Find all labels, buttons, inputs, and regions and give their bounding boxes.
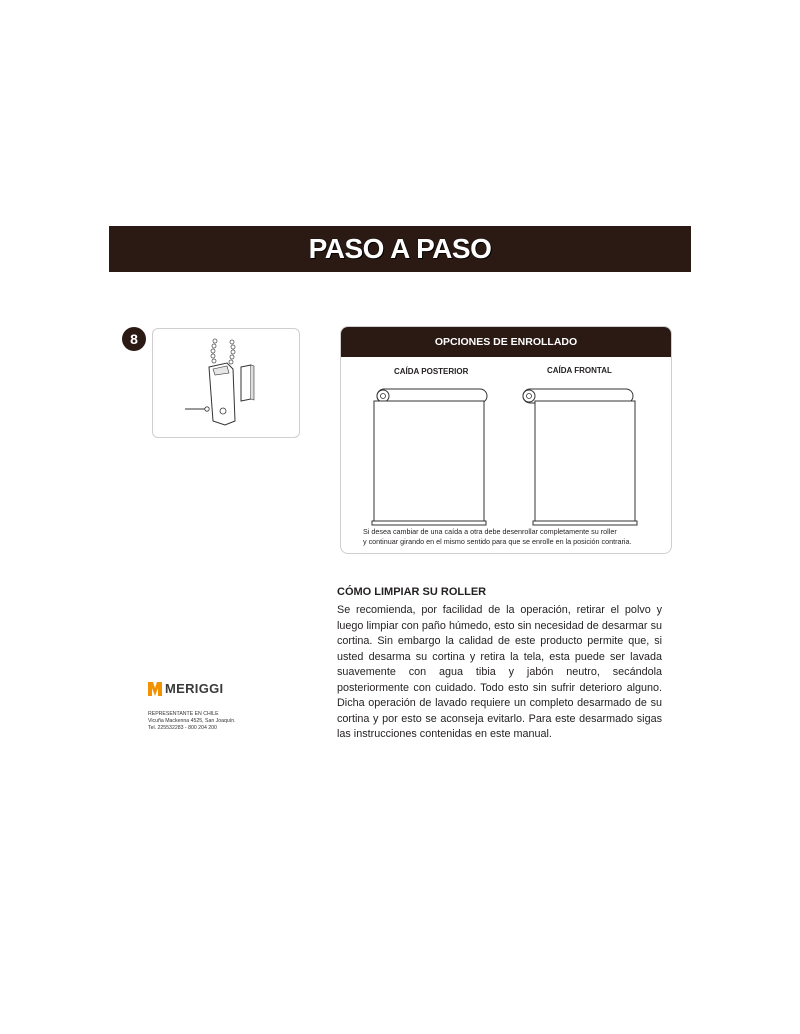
rep-address: Vicuña Mackenna 4525, San Joaquín.	[148, 718, 236, 724]
page-title: PASO A PASO	[308, 233, 492, 264]
rolling-options-card	[340, 326, 672, 554]
bracket-chain-illustration	[153, 329, 299, 437]
step-number-badge: 8	[122, 327, 146, 351]
rear-drop-label: CAÍDA POSTERIOR	[394, 367, 469, 376]
front-drop-roller-icon	[523, 389, 637, 525]
note-line-2: y continuar girando en el mismo sentido para que se enrolle en la posición contraria.	[363, 537, 632, 546]
note-line-1: Si desea cambiar de una caída a otra debe desenrollar completamente su roller	[363, 527, 617, 536]
roller-drop-diagrams	[341, 357, 671, 527]
brand-name: MERIGGI	[165, 681, 224, 696]
brand-logo	[148, 681, 223, 696]
meriggi-logo-icon	[148, 682, 162, 696]
rolling-options-note	[363, 527, 663, 547]
step-illustration-card	[152, 328, 300, 438]
rep-title: REPRESENTANTE EN CHILE	[148, 711, 219, 717]
cleaning-body: Se recomienda, por facilidad de la operación, retirar el polvo y luego limpiar con paño húmedo, esto sin necesidad de desarmar su cortina. Sin embargo la calidad de este producto permite que, si usted desarma su cortina y retira la tela, esta puede ser lavada suavemente con agua tibia y jabón neutro, secándola posteriormente con cuidado. Todo esto sin sufrir deterioro alguno. Dicha operación de lavado requiere un completo desarmado de su cortina y por esto se aconseja evitarlo. Para este desarmado sigas las instrucciones contenidas en este manual.	[337, 604, 662, 740]
rep-phone: Tel. 225532283 - 800 204 200	[148, 725, 217, 731]
cleaning-title: CÓMO LIMPIAR SU ROLLER	[337, 586, 487, 598]
rear-drop-roller-icon	[372, 389, 487, 525]
rolling-options-title: OPCIONES DE ENROLLADO	[341, 327, 671, 357]
header-band	[109, 226, 691, 272]
front-drop-label: CAÍDA FRONTAL	[547, 366, 612, 375]
representative-info	[148, 711, 236, 732]
